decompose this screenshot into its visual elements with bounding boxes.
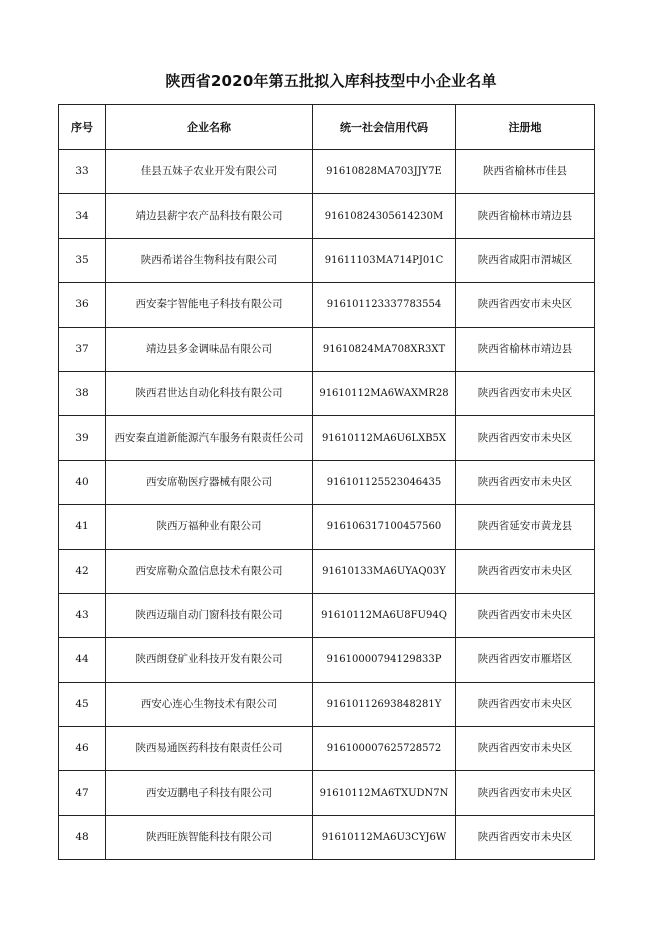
cell-seq: 35 (59, 238, 106, 282)
cell-company-name: 靖边县多金调味品有限公司 (106, 327, 313, 371)
cell-seq: 36 (59, 283, 106, 327)
cell-seq: 48 (59, 815, 106, 859)
cell-credit-code: 91610828MA703JJY7E (313, 150, 456, 194)
cell-seq: 45 (59, 682, 106, 726)
cell-credit-code: 916100007625728572 (313, 727, 456, 771)
table-row (59, 727, 595, 771)
cell-company-name: 佳县五妹子农业开发有限公司 (106, 150, 313, 194)
cell-credit-code: 91610824305614230M (313, 194, 456, 238)
table-row (59, 194, 595, 238)
cell-registered-address: 陕西省西安市未央区 (456, 283, 595, 327)
header-credit-code: 统一社会信用代码 (313, 105, 456, 150)
cell-registered-address: 陕西省榆林市佳县 (456, 150, 595, 194)
cell-registered-address: 陕西省榆林市靖边县 (456, 194, 595, 238)
cell-seq: 40 (59, 460, 106, 504)
cell-company-name: 西安席勒众盈信息技术有限公司 (106, 549, 313, 593)
cell-company-name: 西安心连心生物技术有限公司 (106, 682, 313, 726)
cell-seq: 43 (59, 593, 106, 637)
cell-credit-code: 91610112693848281Y (313, 682, 456, 726)
cell-company-name: 陕西希诺谷生物科技有限公司 (106, 238, 313, 282)
cell-credit-code: 91610112MA6TXUDN7N (313, 771, 456, 815)
table-row (59, 150, 595, 194)
cell-seq: 46 (59, 727, 106, 771)
cell-company-name: 陕西朗登矿业科技开发有限公司 (106, 638, 313, 682)
cell-credit-code: 916101123337783554 (313, 283, 456, 327)
cell-credit-code: 91610133MA6UYAQ03Y (313, 549, 456, 593)
cell-credit-code: 91610112MA6U8FU94Q (313, 593, 456, 637)
cell-seq: 42 (59, 549, 106, 593)
cell-seq: 34 (59, 194, 106, 238)
cell-credit-code: 91610112MA6U3CYJ6W (313, 815, 456, 859)
cell-registered-address: 陕西省西安市未央区 (456, 371, 595, 415)
document-title: 陕西省2020年第五批拟入库科技型中小企业名单 (165, 72, 497, 90)
cell-registered-address: 陕西省西安市未央区 (456, 682, 595, 726)
cell-credit-code: 916101125523046435 (313, 460, 456, 504)
table-row (59, 593, 595, 637)
cell-seq: 39 (59, 416, 106, 460)
cell-seq: 41 (59, 505, 106, 549)
table-row (59, 815, 595, 859)
cell-registered-address: 陕西省咸阳市渭城区 (456, 238, 595, 282)
table-row (59, 283, 595, 327)
table-row (59, 460, 595, 504)
header-company-name: 企业名称 (106, 105, 313, 150)
table-row (59, 505, 595, 549)
table-row (59, 682, 595, 726)
cell-registered-address: 陕西省西安市未央区 (456, 771, 595, 815)
cell-seq: 44 (59, 638, 106, 682)
table-row (59, 771, 595, 815)
cell-credit-code: 91610824MA708XR3XT (313, 327, 456, 371)
cell-seq: 38 (59, 371, 106, 415)
cell-company-name: 陕西万福种业有限公司 (106, 505, 313, 549)
cell-registered-address: 陕西省西安市未央区 (456, 727, 595, 771)
header-registered-address: 注册地 (456, 105, 595, 150)
cell-company-name: 陕西易通医药科技有限责任公司 (106, 727, 313, 771)
cell-registered-address: 陕西省榆林市靖边县 (456, 327, 595, 371)
cell-company-name: 陕西迈瑞自动门窗科技有限公司 (106, 593, 313, 637)
company-table (58, 104, 595, 860)
cell-credit-code: 91610000794129833P (313, 638, 456, 682)
cell-credit-code: 91611103MA714PJ01C (313, 238, 456, 282)
cell-credit-code: 91610112MA6WAXMR28 (313, 371, 456, 415)
cell-registered-address: 陕西省西安市未央区 (456, 460, 595, 504)
header-seq: 序号 (59, 105, 106, 150)
table-header-row (59, 105, 595, 150)
cell-seq: 47 (59, 771, 106, 815)
cell-company-name: 西安秦直道新能源汽车服务有限责任公司 (106, 416, 313, 460)
cell-registered-address: 陕西省西安市未央区 (456, 549, 595, 593)
cell-seq: 33 (59, 150, 106, 194)
cell-company-name: 靖边县薪宇农产品科技有限公司 (106, 194, 313, 238)
cell-registered-address: 陕西省延安市黄龙县 (456, 505, 595, 549)
cell-company-name: 西安秦宇智能电子科技有限公司 (106, 283, 313, 327)
cell-seq: 37 (59, 327, 106, 371)
cell-company-name: 陕西旺族智能科技有限公司 (106, 815, 313, 859)
cell-registered-address: 陕西省西安市未央区 (456, 416, 595, 460)
cell-registered-address: 陕西省西安市未央区 (456, 593, 595, 637)
cell-credit-code: 916106317100457560 (313, 505, 456, 549)
table-row (59, 327, 595, 371)
table-row (59, 549, 595, 593)
cell-registered-address: 陕西省西安市雁塔区 (456, 638, 595, 682)
cell-credit-code: 91610112MA6U6LXB5X (313, 416, 456, 460)
cell-company-name: 西安迈鹏电子科技有限公司 (106, 771, 313, 815)
table-row (59, 238, 595, 282)
cell-company-name: 陕西君世达自动化科技有限公司 (106, 371, 313, 415)
table-row (59, 416, 595, 460)
table-row (59, 371, 595, 415)
cell-company-name: 西安席勒医疗器械有限公司 (106, 460, 313, 504)
table-row (59, 638, 595, 682)
cell-registered-address: 陕西省西安市未央区 (456, 815, 595, 859)
